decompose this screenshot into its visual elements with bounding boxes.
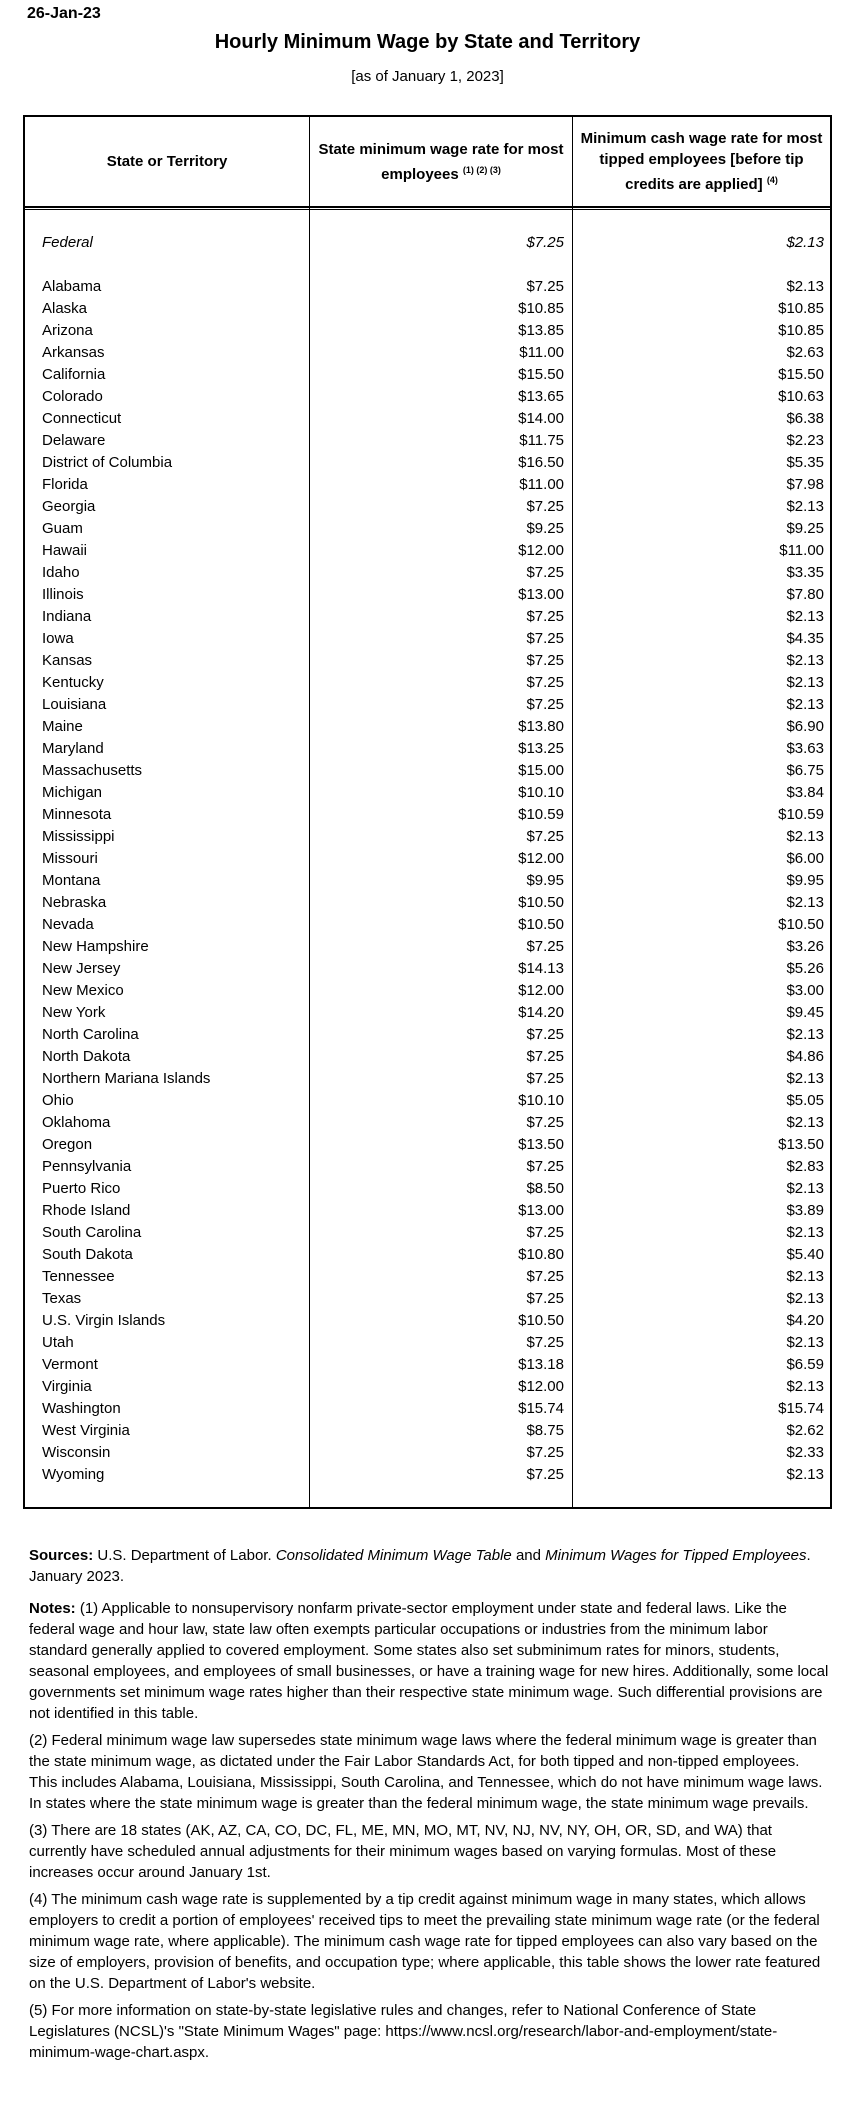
table-row [25,958,830,980]
state-name: Nevada [42,916,94,933]
state-min-wage: $7.25 [526,1334,564,1351]
tipped-min-wage: $6.90 [786,718,824,735]
state-min-wage: $7.25 [526,938,564,955]
state-name: Montana [42,872,101,889]
state-min-wage: $13.18 [518,1356,564,1373]
state-name: Alabama [42,278,102,295]
table-row [25,782,830,804]
table-row [25,276,830,298]
note-3: (3) There are 18 states (AK, AZ, CA, CO, DC, FL, ME, MN, MO, MT, NV, NJ, NV, NY, OH, OR, SD, and WA) that currently have scheduled annual adjustments for their minimum wages based on varying formulas. Most of these increases occur around January 1st. [29,1822,777,1881]
footnote-ref: (4) [766,175,778,185]
tipped-min-wage: $10.59 [778,806,824,823]
state-name: Massachusetts [42,762,143,779]
tipped-min-wage: $10.63 [778,388,824,405]
state-min-wage: $7.25 [526,564,564,581]
table-row [25,430,830,452]
state-min-wage: $7.25 [526,674,564,691]
state-min-wage: $13.00 [518,1202,564,1219]
state-min-wage: $12.00 [518,1378,564,1395]
table-row [25,342,830,364]
tipped-min-wage: $2.13 [786,828,824,845]
tipped-min-wage: $3.00 [786,982,824,999]
tipped-min-wage: $2.23 [786,432,824,449]
table-row [25,848,830,870]
column-header-min-wage [310,117,572,206]
note-2: (2) Federal minimum wage law supersedes state minimum wage laws where the federal minimum wage is greater than the state minimum wage, as dictated under the Fair Labor Standards Act, for both tipped and non-tipped employees. This includes Alabama, Louisiana, Mississippi, South Carolina, and Tennessee, which do not have minimum wage laws. In states where the state minimum wage is greater than the federal minimum wage, the state minimum wage prevails. [29,1732,823,1812]
state-min-wage: $7.25 [526,1070,564,1087]
table-row [25,1046,830,1068]
state-name: Washington [42,1400,121,1417]
state-min-wage: $10.50 [518,894,564,911]
table-row [25,320,830,342]
state-name: Pennsylvania [42,1158,132,1175]
state-name: Puerto Rico [42,1180,121,1197]
state-min-wage: $10.50 [518,1312,564,1329]
column-header-state-label: State or Territory [106,153,228,170]
table-row [25,1024,830,1046]
state-name: Minnesota [42,806,112,823]
state-min-wage: $13.80 [518,718,564,735]
state-min-wage: $13.50 [518,1136,564,1153]
table-row [25,298,830,320]
tipped-min-wage: $6.75 [786,762,824,779]
table-row [25,1068,830,1090]
table-row [25,804,830,826]
tipped-min-wage: $2.13 [786,696,824,713]
state-min-wage: $7.25 [526,1444,564,1461]
state-name: Oklahoma [42,1114,111,1131]
state-min-wage: $7.25 [526,1158,564,1175]
state-min-wage: $10.10 [518,1092,564,1109]
tipped-min-wage: $2.13 [786,652,824,669]
tipped-min-wage: $3.63 [786,740,824,757]
table-row [25,826,830,848]
notes-section [29,1598,829,2069]
state-name: Colorado [42,388,103,405]
table-row [25,540,830,562]
state-min-wage: $7.25 [526,608,564,625]
tipped-min-wage: $2.62 [786,1422,824,1439]
tipped-min-wage: $2.13 [786,674,824,691]
tipped-min-wage: $2.13 [786,278,824,295]
sources-text: and [515,1547,541,1564]
state-name: South Dakota [42,1246,133,1263]
state-name: Wisconsin [42,1444,111,1461]
table-row [25,1376,830,1398]
table-row [25,914,830,936]
state-name: Florida [42,476,88,493]
tipped-min-wage: $2.13 [786,1378,824,1395]
state-name: North Carolina [42,1026,139,1043]
federal-name: Federal [42,234,93,251]
table-row [25,1310,830,1332]
table-row [25,364,830,386]
report-date: 26-Jan-23 [27,5,101,22]
column-header-min-wage-label: State minimum wage rate for most employees [318,140,564,183]
state-min-wage: $7.25 [526,498,564,515]
tipped-min-wage: $2.13 [786,1334,824,1351]
state-name: Kansas [42,652,93,669]
tipped-min-wage: $5.05 [786,1092,824,1109]
state-name: Texas [42,1290,82,1307]
table-row [25,1112,830,1134]
state-min-wage: $7.25 [526,1026,564,1043]
tipped-min-wage: $2.33 [786,1444,824,1461]
state-min-wage: $15.50 [518,366,564,383]
state-name: Alaska [42,300,88,317]
tipped-min-wage: $6.00 [786,850,824,867]
table-row [25,650,830,672]
state-name: Virginia [42,1378,92,1395]
state-min-wage: $11.75 [519,432,564,449]
state-min-wage: $12.00 [518,982,564,999]
tipped-min-wage: $2.13 [786,1290,824,1307]
table-row [25,1244,830,1266]
state-name: Michigan [42,784,103,801]
tipped-min-wage: $2.13 [786,1114,824,1131]
state-min-wage: $10.85 [518,300,564,317]
tipped-min-wage: $10.85 [778,322,824,339]
state-name: Arizona [42,322,93,339]
tipped-min-wage: $15.74 [778,1400,824,1417]
state-min-wage: $14.00 [518,410,564,427]
state-name: South Carolina [42,1224,142,1241]
table-row [25,408,830,430]
sources-label: Sources: [29,1547,94,1564]
state-name: Vermont [42,1356,98,1373]
state-min-wage: $10.50 [518,916,564,933]
state-min-wage: $8.75 [526,1422,564,1439]
state-min-wage: $13.25 [518,740,564,757]
state-min-wage: $13.00 [518,586,564,603]
table-row [25,562,830,584]
tipped-min-wage: $3.26 [786,938,824,955]
sources-title-1: Consolidated Minimum Wage Table [275,1547,512,1564]
table-row [25,892,830,914]
table-row [25,1398,830,1420]
state-name: Louisiana [42,696,107,713]
tipped-min-wage: $2.13 [786,1224,824,1241]
table-row [25,386,830,408]
tipped-min-wage: $4.20 [786,1312,824,1329]
state-name: New Mexico [42,982,124,999]
state-min-wage: $15.74 [518,1400,564,1417]
state-min-wage: $7.25 [526,652,564,669]
state-name: Idaho [42,564,80,581]
state-min-wage: $14.20 [518,1004,564,1021]
tipped-min-wage: $2.13 [786,1070,824,1087]
notes-label: Notes: [29,1600,76,1617]
state-name: Guam [42,520,83,537]
tipped-min-wage: $5.26 [786,960,824,977]
tipped-min-wage: $2.63 [786,344,824,361]
tipped-min-wage: $2.13 [786,1268,824,1285]
tipped-min-wage: $6.59 [786,1356,824,1373]
tipped-min-wage: $4.86 [786,1048,824,1065]
table-row [25,738,830,760]
table-row [25,980,830,1002]
tipped-min-wage: $2.83 [786,1158,824,1175]
table-row [25,628,830,650]
federal-tipped-wage: $2.13 [786,234,824,251]
table-row [25,606,830,628]
tipped-min-wage: $5.35 [786,454,824,471]
state-name: Maryland [42,740,104,757]
state-name: Hawaii [42,542,88,559]
table-row [25,694,830,716]
state-min-wage: $7.25 [526,1268,564,1285]
tipped-min-wage: $5.40 [786,1246,824,1263]
tipped-min-wage: $10.50 [778,916,824,933]
table-row [25,1156,830,1178]
table-row [25,1200,830,1222]
table-row [25,936,830,958]
state-min-wage: $13.85 [518,322,564,339]
state-name: Oregon [42,1136,93,1153]
state-name: Kentucky [42,674,104,691]
state-name: Iowa [42,630,74,647]
footnote-ref: (1) (2) (3) [462,164,501,175]
state-min-wage: $7.25 [526,1224,564,1241]
table-row [25,452,830,474]
state-name: Rhode Island [42,1202,131,1219]
state-min-wage: $14.13 [518,960,564,977]
state-min-wage: $10.80 [518,1246,564,1263]
tipped-min-wage: $2.13 [786,1180,824,1197]
tipped-min-wage: $4.35 [786,630,824,647]
table-row [25,1332,830,1354]
table-row [25,1354,830,1376]
tipped-min-wage: $3.84 [786,784,824,801]
state-name: Utah [42,1334,74,1351]
state-name: Ohio [42,1092,74,1109]
state-min-wage: $8.50 [526,1180,564,1197]
table-row [25,474,830,496]
table-row [25,1420,830,1442]
tipped-min-wage: $2.13 [786,1466,824,1483]
state-name: Georgia [42,498,96,515]
state-name: U.S. Virgin Islands [42,1312,166,1329]
state-name: Arkansas [42,344,105,361]
table-row [25,496,830,518]
state-name: Illinois [42,586,84,603]
tipped-min-wage: $11.00 [779,542,824,559]
sources-paragraph [29,1545,829,1587]
note-4: (4) The minimum cash wage rate is supplemented by a tip credit against minimum wage in many states, which allows employers to credit a portion of employees' received tips to meet the prevailing state minimum wage rate (or the federal minimum wage rate, where applicable). The minimum cash wage rate for tipped employees can also vary based on the size of employers, provision of benefits, and occupation type; where applicable, this table shows the lower rate featured on the U.S. Department of Labor's website. [29,1891,821,1992]
table-row [25,716,830,738]
table-row [25,518,830,540]
table-row [25,1222,830,1244]
federal-min-wage: $7.25 [526,234,564,251]
state-min-wage: $12.00 [518,542,564,559]
tipped-min-wage: $7.98 [786,476,824,493]
state-min-wage: $12.00 [518,850,564,867]
state-min-wage: $16.50 [518,454,564,471]
tipped-min-wage: $15.50 [778,366,824,383]
state-min-wage: $7.25 [526,1466,564,1483]
table-body [25,276,830,1486]
tipped-min-wage: $13.50 [778,1136,824,1153]
state-min-wage: $10.10 [518,784,564,801]
tipped-min-wage: $2.13 [786,894,824,911]
tipped-min-wage: $2.13 [786,498,824,515]
state-name: Maine [42,718,83,735]
tipped-min-wage: $9.25 [786,520,824,537]
state-min-wage: $7.25 [526,696,564,713]
table-row [25,1266,830,1288]
note-1 [29,1598,829,1724]
table-row [25,1134,830,1156]
table-row [25,1442,830,1464]
state-min-wage: $7.25 [526,630,564,647]
state-name: New Hampshire [42,938,149,955]
tipped-min-wage: $2.13 [786,1026,824,1043]
sources-title-2: Minimum Wages for Tipped Employees [545,1547,807,1564]
state-min-wage: $7.25 [526,1048,564,1065]
state-min-wage: $10.59 [518,806,564,823]
table-row [25,1178,830,1200]
note-1-text: (1) Applicable to nonsupervisory nonfarm private-sector employment under state and federal laws. Like the federal wage and hour law, state law often exempts particular occupations or industries from the minimum labor standard generally applied to covered employment. Some states also set subminimum rates for minors, students, seasonal employees, and employees of small businesses, or have a training wage for new hires. Additionally, some local governments set minimum wage rates higher than their respective state minimum wage. Such differential provisions are not identified in this table. [29,1600,829,1722]
tipped-min-wage: $7.80 [786,586,824,603]
table-row [25,760,830,782]
state-name: District of Columbia [42,454,173,471]
state-name: Nebraska [42,894,107,911]
state-min-wage: $9.95 [526,872,564,889]
state-name: California [42,366,106,383]
document-subtitle: [as of January 1, 2023] [351,68,504,85]
state-name: New Jersey [42,960,121,977]
document-title: Hourly Minimum Wage by State and Territory [214,31,641,53]
state-min-wage: $9.25 [526,520,564,537]
state-min-wage: $7.25 [526,1290,564,1307]
tipped-min-wage: $10.85 [778,300,824,317]
state-name: North Dakota [42,1048,131,1065]
state-name: Indiana [42,608,92,625]
state-name: New York [42,1004,106,1021]
tipped-min-wage: $3.35 [786,564,824,581]
header-divider [25,209,830,210]
state-min-wage: $13.65 [518,388,564,405]
column-header-state [25,117,309,206]
state-name: West Virginia [42,1422,130,1439]
tipped-min-wage: $2.13 [786,608,824,625]
state-name: Mississippi [42,828,115,845]
state-min-wage: $7.25 [526,278,564,295]
state-name: Connecticut [42,410,122,427]
tipped-min-wage: $3.89 [786,1202,824,1219]
state-name: Missouri [42,850,98,867]
header-divider [25,206,830,208]
state-min-wage: $7.25 [526,1114,564,1131]
table-row [25,1002,830,1024]
table-row [25,870,830,892]
sources-text: U.S. Department of Labor. [97,1547,272,1564]
state-name: Tennessee [42,1268,115,1285]
tipped-min-wage: $9.95 [786,872,824,889]
table-row [25,1090,830,1112]
tipped-min-wage: $9.45 [786,1004,824,1021]
sources-text: . January 2023. [29,1547,811,1585]
table-row [25,672,830,694]
state-min-wage: $15.00 [518,762,564,779]
table-row [25,1288,830,1310]
state-name: Northern Mariana Islands [42,1070,211,1087]
column-header-tipped [573,117,830,206]
note-5: (5) For more information on state-by-state legislative rules and changes, refer to National Conference of State Legislatures (NCSL)'s "State Minimum Wages" page: https://www.ncsl.org/research/labor-and-employment/state-minimum-wage-chart.aspx. [29,2002,778,2061]
wage-table [23,115,832,1509]
state-min-wage: $11.00 [519,344,564,361]
state-name: Delaware [42,432,106,449]
federal-row [25,232,830,254]
table-row [25,584,830,606]
table-row [25,1464,830,1486]
state-min-wage: $7.25 [526,828,564,845]
state-min-wage: $11.00 [519,476,564,493]
state-name: Wyoming [42,1466,105,1483]
tipped-min-wage: $6.38 [786,410,824,427]
column-header-tipped-label: Minimum cash wage rate for most tipped employees [before tip credits are applied] [580,130,823,193]
